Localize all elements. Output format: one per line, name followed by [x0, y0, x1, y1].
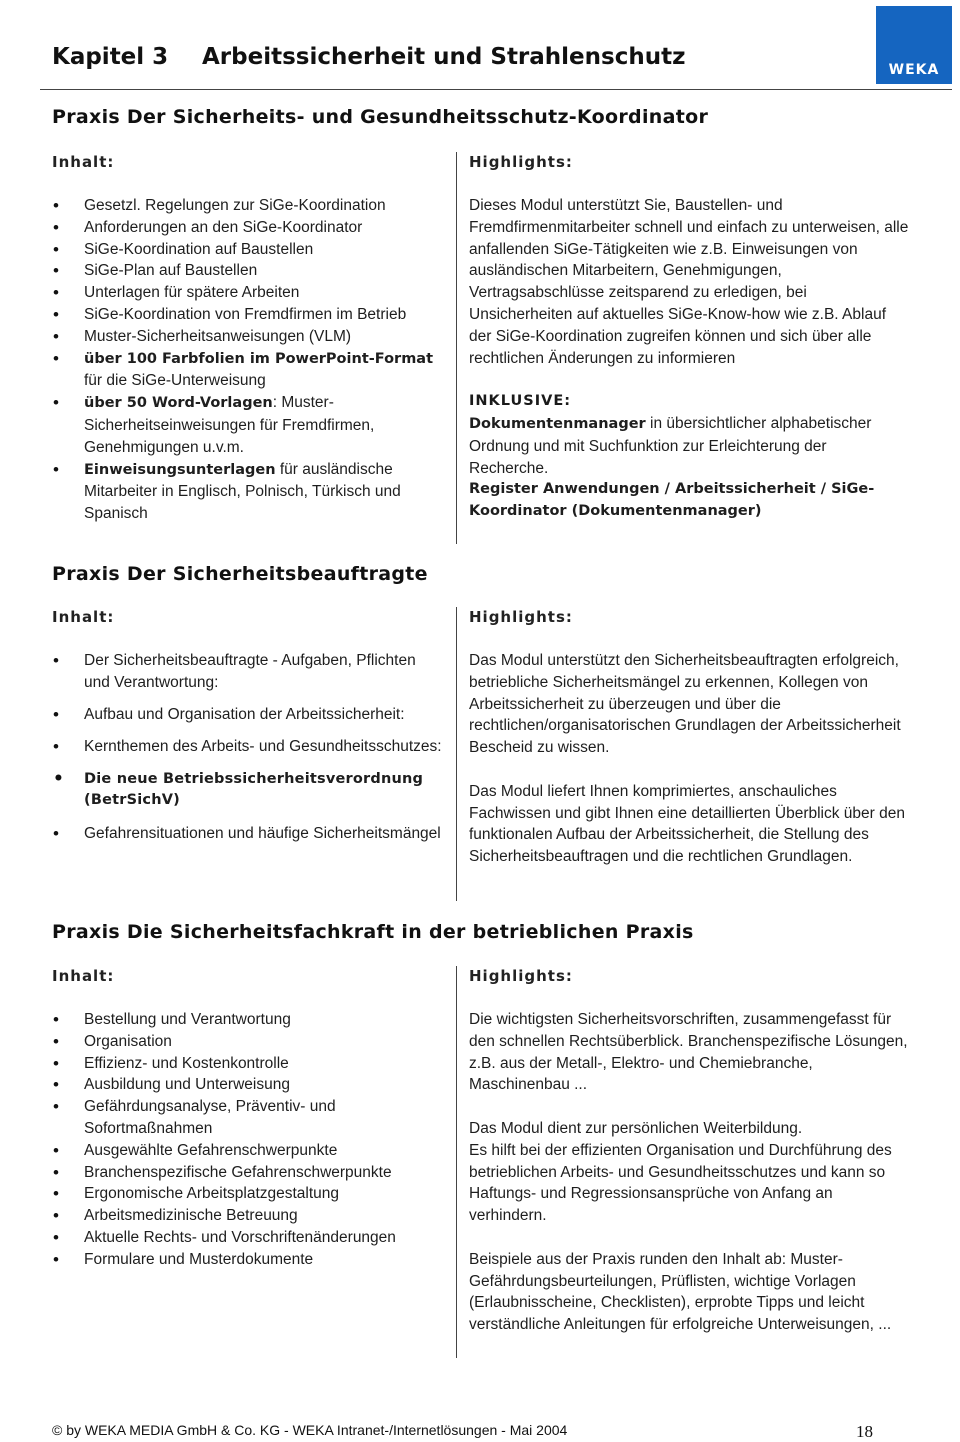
item-text: für die SiGe-Unterweisung	[84, 372, 266, 390]
list-item: • Ergonomische Arbeitsplatzgestaltung	[52, 1183, 442, 1205]
list-item: • SiGe-Koordination von Fremdfirmen im Betrieb	[52, 304, 442, 326]
highlight-paragraph: Das Modul dient zur persönlichen Weiterbildung.	[469, 1119, 803, 1137]
list-item: • SiGe-Plan auf Baustellen	[52, 260, 442, 282]
inklusive-paragraph	[469, 413, 909, 479]
inklusive-text: in übersichtlicher alphabetischer Ordnung und mit Suchfunktion zur Erleichterung der Recherche.	[469, 414, 872, 477]
highlights-column	[469, 607, 909, 868]
item-bold-text: Einweisungsunterlagen	[84, 461, 276, 478]
highlight-paragraph: Das Modul liefert Ihnen komprimiertes, anschauliches Fachwissen und gibt Ihnen eine detaillierten Überblick über den funktionalen Aufbau der Arbeitssicherheit, die Stellung des Sicherheitsbeauftragen und die rechtlichen Grundlagen.	[469, 782, 905, 866]
footer-copyright: © by WEKA MEDIA GmbH & Co. KG - WEKA Intranet-/Internetlösungen - Mai 2004	[52, 1422, 568, 1438]
content-column	[52, 966, 442, 1271]
highlight-paragraph: Es hilft bei der effizienten Organisation und Durchführung des betrieblichen Arbeits- und Gesundheitsschutzes und kann so Haftungs- und Regressionsansprüche von Anfang an verhindern.	[469, 1141, 892, 1225]
weka-logo	[876, 6, 952, 84]
item-text: : Muster-Sicherheitseinweisungen für Fremdfirmen, Genehmigungen u.v.m.	[84, 394, 375, 456]
content-column	[52, 607, 442, 855]
list-item: • Kernthemen des Arbeits- und Gesundheitsschutzes:	[52, 736, 442, 758]
content-column	[52, 152, 442, 525]
list-item: • Anforderungen an den SiGe-Koordinator	[52, 217, 442, 239]
inhalt-heading: Inhalt:	[52, 608, 115, 626]
list-item: • SiGe-Koordination auf Baustellen	[52, 239, 442, 261]
inklusive-label: INKLUSIVE:	[469, 393, 572, 410]
logo-text: WEKA	[888, 62, 940, 78]
column-divider	[456, 607, 457, 901]
item-bold-text: über 50 Word-Vorlagen	[84, 395, 273, 412]
list-item: • Bestellung und Verantwortung	[52, 1009, 442, 1031]
inhalt-heading: Inhalt:	[52, 967, 115, 985]
chapter-title: Arbeitssicherheit und Strahlenschutz	[202, 44, 686, 70]
column-divider	[456, 152, 457, 544]
list-item: • Der Sicherheitsbeauftragte - Aufgaben, Pflichten und Verantwortung:	[52, 650, 442, 694]
section-title: Praxis Die Sicherheitsfachkraft in der betrieblichen Praxis	[52, 921, 694, 943]
list-item: • Aktuelle Rechts- und Vorschriftenänderungen	[52, 1227, 442, 1249]
chapter-number: Kapitel 3	[52, 44, 169, 70]
list-item: • Gesetzl. Regelungen zur SiGe-Koordination	[52, 195, 442, 217]
highlights-column	[469, 966, 909, 1336]
highlight-paragraph: Das Modul unterstützt den Sicherheitsbeauftragten erfolgreich, betriebliche Sicherheitsmängel zu erkennen, Kollegen von Arbeitssicherheit zu überzeugen und über die rechtlichen/organisatorischen Grundlagen der Arbeitssicherheit Bescheid zu wissen.	[469, 652, 901, 757]
highlights-heading: Highlights:	[469, 608, 573, 626]
list-item: • Effizienz- und Kostenkontrolle	[52, 1053, 442, 1075]
section-sicherheitsbeauftragte	[52, 563, 912, 866]
chapter-heading	[52, 44, 685, 70]
content-list	[52, 650, 442, 845]
highlights-heading: Highlights:	[469, 967, 573, 985]
section-columns	[52, 966, 912, 1358]
column-divider	[456, 966, 457, 1358]
list-item: • Muster-Sicherheitsanweisungen (VLM)	[52, 326, 442, 348]
register-path: Register Anwendungen / Arbeitssicherheit / SiGe-Koordinator (Dokumentenmanager)	[469, 481, 875, 520]
list-item	[52, 348, 442, 393]
list-item: • Gefährdungsanalyse, Präventiv- und Sofortmaßnahmen	[52, 1096, 442, 1140]
header-rule	[40, 89, 952, 90]
highlight-paragraph: Die wichtigsten Sicherheitsvorschriften, zusammengefasst für den schnellen Rechtsüberblick. Branchenspezifische Lösungen, z.B. aus der Metall-, Elektro- und Chemiebranche, Maschinenbau ...	[469, 1011, 908, 1094]
inklusive-bold-text: Dokumentenmanager	[469, 415, 646, 432]
list-item: • Arbeitsmedizinische Betreuung	[52, 1205, 442, 1227]
content-list	[52, 1009, 442, 1271]
section-sige-koordinator	[52, 106, 912, 523]
list-item: • Die neue Betriebssicherheitsverordnung (BetrSichV)	[52, 769, 442, 813]
highlight-paragraph: Beispiele aus der Praxis runden den Inhalt ab: Muster-Gefährdungsbeurteilungen, Prüflisten, wichtige Vorlagen (Erlaubnisscheine, Checklisten), erprobte Tipps und leicht verständliche Anleitungen für erfolgreiche Unterweisungen, ...	[469, 1250, 892, 1334]
list-item: • Unterlagen für spätere Arbeiten	[52, 282, 442, 304]
list-item: • Organisation	[52, 1031, 442, 1053]
list-item: • Ausbildung und Unterweisung	[52, 1074, 442, 1096]
section-title: Praxis Der Sicherheitsbeauftragte	[52, 563, 428, 585]
section-columns	[52, 607, 912, 901]
section-sicherheitsfachkraft	[52, 921, 912, 1334]
content-list	[52, 195, 442, 525]
section-columns	[52, 152, 912, 544]
item-text: für ausländische Mitarbeiter in Englisch, Polnisch, Türkisch und Spanisch	[84, 460, 401, 523]
inhalt-heading: Inhalt:	[52, 153, 115, 171]
item-bold-text: über 100 Farbfolien im PowerPoint-Format	[84, 350, 434, 367]
list-item: • Formulare und Musterdokumente	[52, 1249, 442, 1271]
highlights-heading: Highlights:	[469, 153, 573, 171]
highlight-paragraph: Dieses Modul unterstützt Sie, Baustellen- und Fremdfirmenmitarbeiter schnell und einfach zu unterweisen, alle anfallenden SiGe-Tätigkeiten wie z.B. Einweisungen von ausländischen Mitarbeitern, Genehmigungen, Vertragsabschlüsse zeitsparend zu erledigen, bei Unsicherheiten auf aktuelles SiGe-Know-how wie z.B. Ablauf der SiGe-Koordination zugreifen können und sich über alle rechtlichen Änderungen zu informieren	[469, 197, 909, 367]
section-title: Praxis Der Sicherheits- und Gesundheitsschutz-Koordinator	[52, 106, 709, 128]
list-item: • Branchenspezifische Gefahrenschwerpunkte	[52, 1162, 442, 1184]
list-item	[52, 459, 442, 525]
list-item: • Ausgewählte Gefahrenschwerpunkte	[52, 1140, 442, 1162]
list-item: • Gefahrensituationen und häufige Sicherheitsmängel	[52, 823, 442, 845]
list-item	[52, 392, 442, 458]
page-number: 18	[856, 1422, 873, 1441]
list-item: • Aufbau und Organisation der Arbeitssicherheit:	[52, 704, 442, 726]
highlights-column	[469, 152, 909, 523]
